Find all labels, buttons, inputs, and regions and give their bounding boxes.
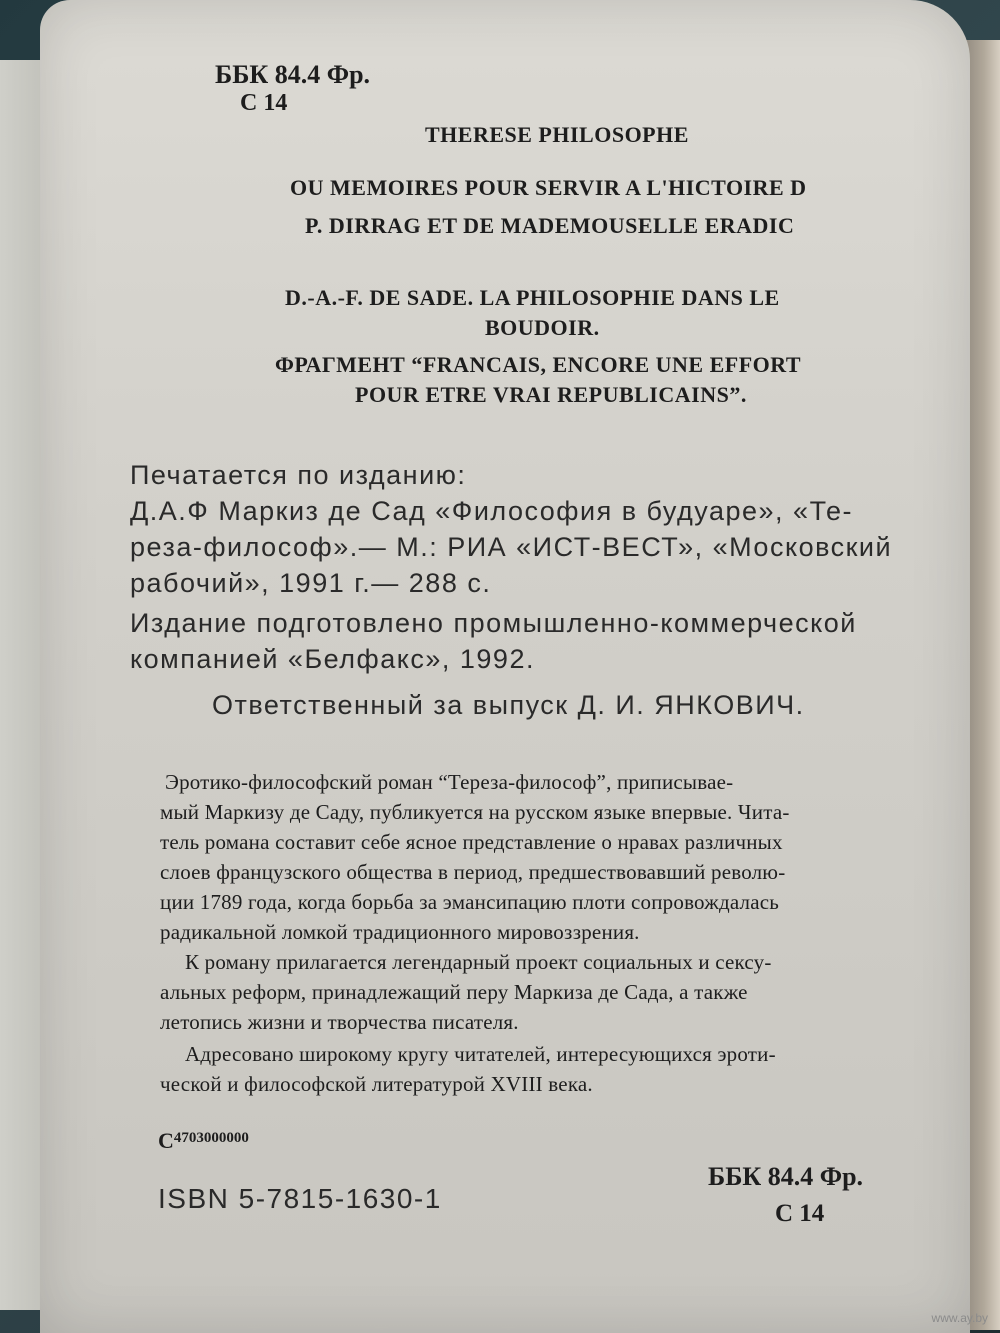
fragment-line-2: POUR ETRE VRAI REPUBLICAINS”. [355, 382, 747, 407]
french-subtitle-2: P. DIRRAG ET DE MADEMOUSELLE ERADIC [305, 213, 795, 238]
annotation-line-11: ческой и философской литературой XVIII века. [160, 1072, 593, 1096]
source-line-4: рабочий», 1991 г.— 288 с. [130, 568, 492, 598]
source-line-2: Д.А.Ф Маркиз де Сад «Философия в будуаре», «Те- [130, 496, 854, 526]
annotation-line-8: альных реформ, принадлежащий перу Маркиза де Сада, а также [160, 980, 748, 1004]
annotation-line-10: Адресовано широкому кругу читателей, интересующихся эроти- [185, 1042, 776, 1066]
annotation-line-5: ции 1789 года, когда борьба за эмансипацию плоти сопровождалась [160, 890, 780, 914]
c-code [158, 1128, 249, 1154]
responsible-editor: Ответственный за выпуск Д. И. ЯНКОВИЧ. [212, 690, 805, 720]
bbk-header: ББК 84.4 Фр. [215, 60, 371, 89]
annotation-line-6: радикальной ломкой традиционного мировоззрения. [160, 920, 640, 944]
isbn: ISBN 5-7815-1630-1 [158, 1183, 442, 1214]
bbk-footer: ББК 84.4 Фр. [708, 1162, 864, 1191]
publisher-line-2: компанией «Белфакс», 1992. [130, 644, 535, 674]
sade-line-2: BOUDOIR. [485, 315, 600, 340]
annotation-line-2: мый Маркизу де Саду, публикуется на русском языке впервые. Чита- [160, 800, 790, 824]
annotation-line-7: К роману прилагается легендарный проект социальных и сексу- [185, 950, 772, 974]
source-intro: Печатается по изданию: [130, 460, 467, 490]
c-letter: С [158, 1128, 174, 1153]
french-subtitle-1: OU MEMOIRES POUR SERVIR A L'HICTOIRE D [290, 175, 807, 200]
book-page [40, 0, 970, 1333]
french-title: THERESE PHILOSOPHE [425, 122, 689, 147]
sade-line-1: D.-A.-F. DE SADE. LA PHILOSOPHIE DANS LE [285, 285, 780, 310]
annotation-line-9: летопись жизни и творчества писателя. [160, 1010, 519, 1034]
annotation-line-1: Эротико-философский роман “Тереза-философ”, приписывае- [165, 770, 734, 794]
c-code-number: 4703000000 [173, 1130, 249, 1146]
annotation-line-3: тель романа составит себе ясное представление о нравах различных [160, 830, 783, 854]
watermark: www.ay.by [931, 1311, 988, 1325]
publisher-line-1: Издание подготовлено промышленно-коммерческой [130, 608, 857, 638]
annotation-line-4: слоев французского общества в период, предшествовавший револю- [160, 860, 786, 884]
source-line-3: реза-философ».— М.: РИА «ИСТ-ВЕСТ», «Московский [130, 532, 893, 562]
code-header: С 14 [240, 90, 288, 116]
fragment-line-1: ФРАГМЕНТ “FRANCAIS, ENCORE UNE EFFORT [275, 352, 802, 377]
code-footer: С 14 [775, 1200, 825, 1227]
